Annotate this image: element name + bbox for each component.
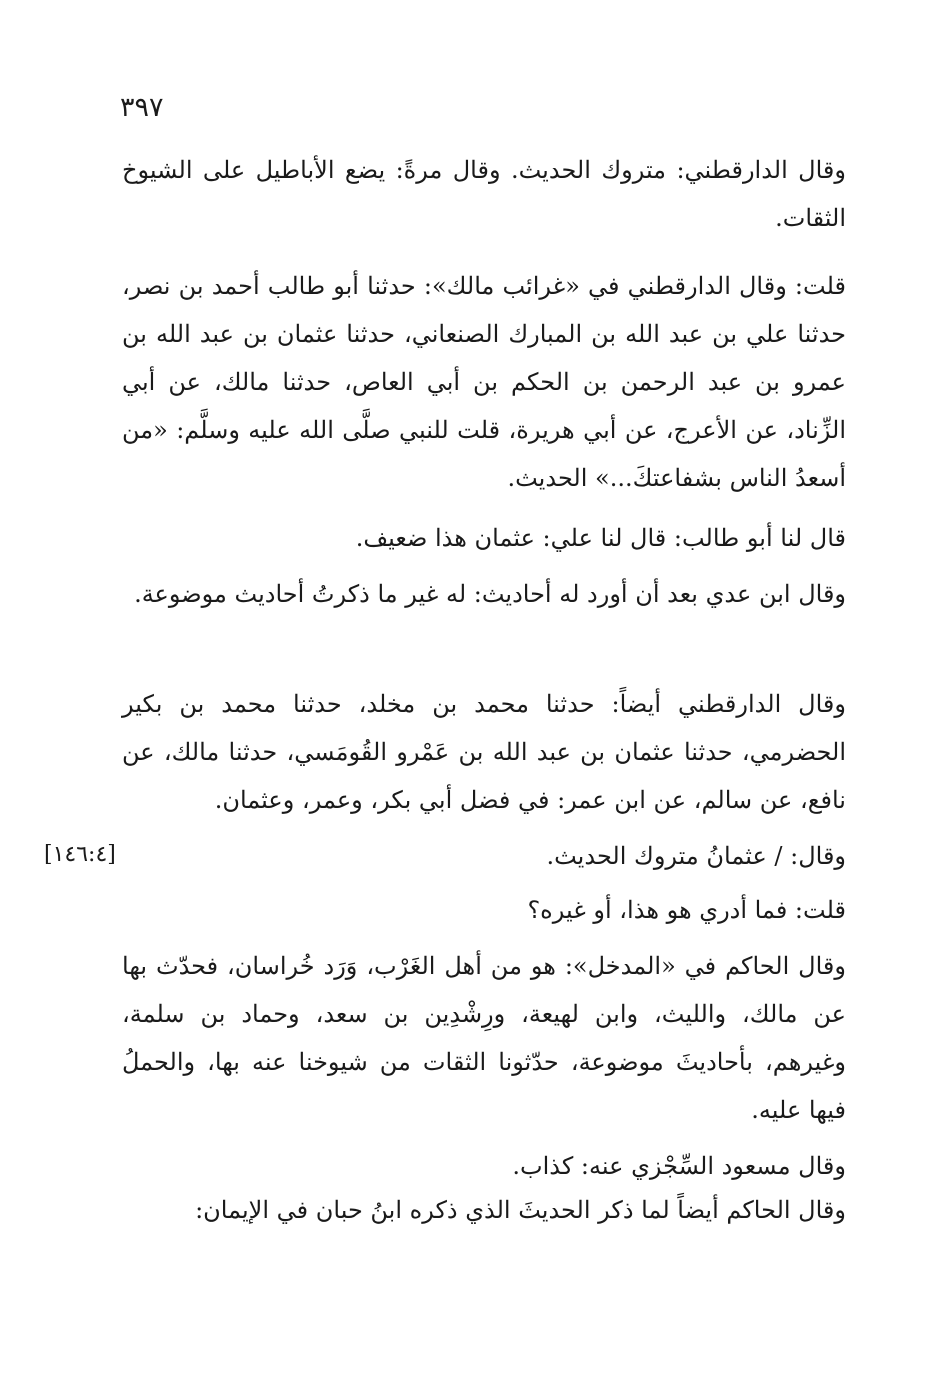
paragraph-2: قلت: وقال الدارقطني في «غرائب مالك»: حدثنا أبو طالب أحمد بن نصر، حدثنا علي بن عبد الله بن المبارك الصنعاني، حدثنا عثمان بن عبد الله بن عمرو بن عبد الرحمن بن الحكم بن أبي العاص، حدثنا مالك، عن أبي الزِّناد، عن الأعرج، عن أبي هريرة، قلت للنبي صلَّى الله عليه وسلَّم: «من أسعدُ الناس بشفاعتكَ...» الحديث. [122, 272, 846, 492]
paragraph-7: قلت: فما أدري هو هذا، أو غيره؟ [527, 896, 846, 924]
paragraph-9: وقال مسعود السِّجْزي عنه: كذاب. [512, 1152, 846, 1180]
paragraph-6: وقال: / عثمانُ متروك الحديث. [546, 842, 846, 870]
page-number: ٣٩٧ [120, 92, 164, 123]
paragraph-5: وقال الدارقطني أيضاً: حدثنا محمد بن مخلد، حدثنا محمد بن بكير الحضرمي، حدثنا عثمان بن عبد الله بن عَمْرو القُومَسي، حدثنا مالك، عن نافع، عن سالم، عن ابن عمر: في فضل أبي بكر، وعمر، وعثمان. [122, 690, 846, 814]
paragraph-10: وقال الحاكم أيضاً لما ذكر الحديثَ الذي ذكره ابنُ حبان في الإيمان: [195, 1196, 846, 1224]
paragraph-1: وقال الدارقطني: متروك الحديث. وقال مرةً: يضع الأباطيل على الشيوخ الثقات. [122, 156, 846, 232]
paragraph-3: قال لنا أبو طالب: قال لنا علي: عثمان هذا ضعيف. [355, 524, 846, 552]
side-reference: [١٤٦:٤] [44, 842, 116, 867]
paragraph-8: وقال الحاكم في «المدخل»: هو من أهل الغَرْب، وَرَد خُراسان، فحدّث بها عن مالك، والليث، وابن لهيعة، ورِشْدِين بن سعد، وحماد بن سلمة، وغيرهم، بأحاديثَ موضوعة، حدّثونا الثقات من شيوخنا عنه بها، والحملُ فيها عليه. [122, 952, 846, 1124]
paragraph-4: وقال ابن عدي بعد أن أورد له أحاديث: له غير ما ذكرتُ أحاديث موضوعة. [134, 580, 846, 608]
